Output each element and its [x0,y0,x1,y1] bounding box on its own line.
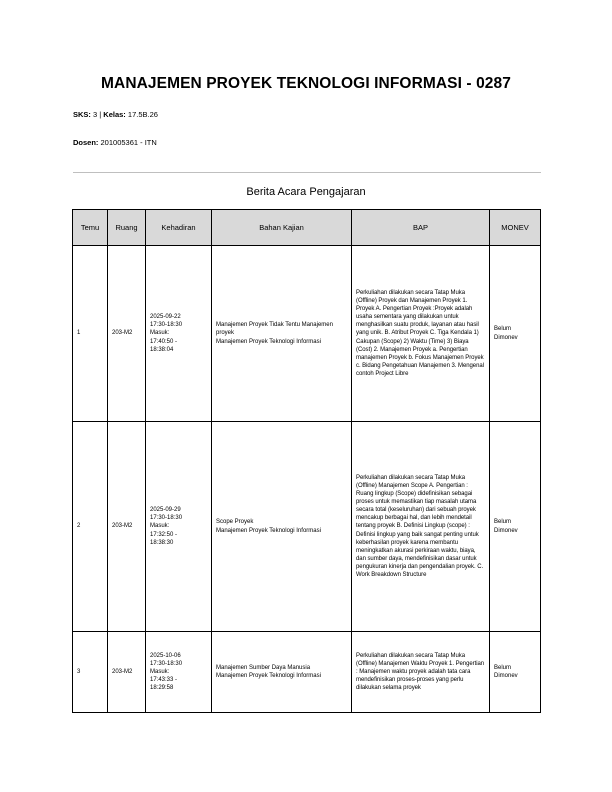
cell-bap: Perkuliahan dilakukan secara Tatap Muka (Offline) Manajemen Waktu Proyek 1. Pengertian : Manajemen waktu proyek adalah tata cara mendefinisikan proses-proses yang perlu dilakukan selama proyek [352,632,490,713]
cell-kehadiran: 2025-09-22 17:30-18:30 Masuk: 17:40:50 - 18:38:04 [146,246,212,422]
cell-temu: 2 [73,422,108,632]
bahan-item: Scope Proyek [216,519,254,526]
course-info [73,110,158,119]
dosen-label: Dosen: [73,138,99,147]
header-bap: BAP [352,210,490,246]
header-ruang: Ruang [108,210,146,246]
cell-kehadiran: 2025-09-29 17:30-18:30 Masuk: 17:32:50 - 18:38:30 [146,422,212,632]
sks-value: 3 | [90,110,104,119]
cell-temu: 3 [73,632,108,713]
cell-ruang: 203-M2 [108,422,146,632]
cell-temu: 1 [73,246,108,422]
cell-ruang: 203-M2 [108,246,146,422]
bahan-item: Manajemen Proyek Tidak Tentu Manajemen proyek [216,322,333,337]
sks-label: SKS: [73,110,91,119]
kelas-value: 17.5B.26 [125,110,158,119]
cell-monev: Belum Dimonev [490,246,541,422]
cell-bap: Perkuliahan dilakukan secara Tatap Muka (Offline) Manajemen Scope A. Pengertian : Ruang lingkup (Scope) didefinisikan sebagai proses untuk memastikan tiap masalah utama secara total (keseluruhan) dari sebuah proyek mencakup berbagai hal, dan lebih mendetail tentang proyek B. Definisi Lingkup (scope) : Definisi lingkup yang baik sangat penting untuk keberhasilan proyek karena membantu meningkatkan akurasi perkiraan waktu, biaya, dan sumber daya, mendefinisikan dasar untuk pengukuran kinerja dan pengendalian proyek. C. Work Breakdown Structure [352,422,490,632]
bahan-item: Manajemen Sumber Daya Manusia [216,664,311,671]
bahan-item: Manajemen Proyek Teknologi Informasi [216,338,321,345]
table-row [73,422,541,632]
cell-monev: Belum Dimonev [490,422,541,632]
cell-bap: Perkuliahan dilakukan secara Tatap Muka (Offline) Proyek dan Manajemen Proyek 1. Proyek A. Pengertian Proyek :Proyek adalah usaha sementara yang dilakukan untuk menghasilkan suatu produk, layanan atau hasil yang unik. B. Atribut Proyek C. Tiga Kendala 1) Cakupan (Scope) 2) Waktu (Time) 3) Biaya (Cost) 2. Manajemen Proyek a. Pengertian manajemen Proyek b. Fokus Manajemen Proyek c. Bidang Pengetahuan Manajemen 3. Mengenal contoh Project Libre [352,246,490,422]
cell-monev: Belum Dimonev [490,632,541,713]
header-temu: Temu [73,210,108,246]
header-monev: MONEV [490,210,541,246]
bahan-item: Manajemen Proyek Teknologi Informasi [216,673,321,679]
table-row [73,632,541,713]
header-kehadiran: Kehadiran [146,210,212,246]
cell-bahan-kajian [212,246,352,422]
document-title: MANAJEMEN PROYEK TEKNOLOGI INFORMASI - 0287 [101,75,511,92]
dosen-value: 201005361 - ITN [98,138,157,147]
kelas-label: Kelas: [103,110,126,119]
cell-ruang: 203-M2 [108,632,146,713]
cell-bahan-kajian [212,422,352,632]
cell-bahan-kajian [212,632,352,713]
lecturer-info [73,138,157,147]
cell-kehadiran: 2025-10-06 17:30-18:30 Masuk: 17:43:33 - 18:29:58 [146,632,212,713]
header-bahan-kajian: Bahan Kajian [212,210,352,246]
section-title: Berita Acara Pengajaran [246,186,366,198]
divider [73,172,541,173]
table-header-row [73,210,541,246]
table-row [73,246,541,422]
teaching-record-table [72,209,541,713]
bahan-item: Manajemen Proyek Teknologi Informasi [216,527,321,534]
